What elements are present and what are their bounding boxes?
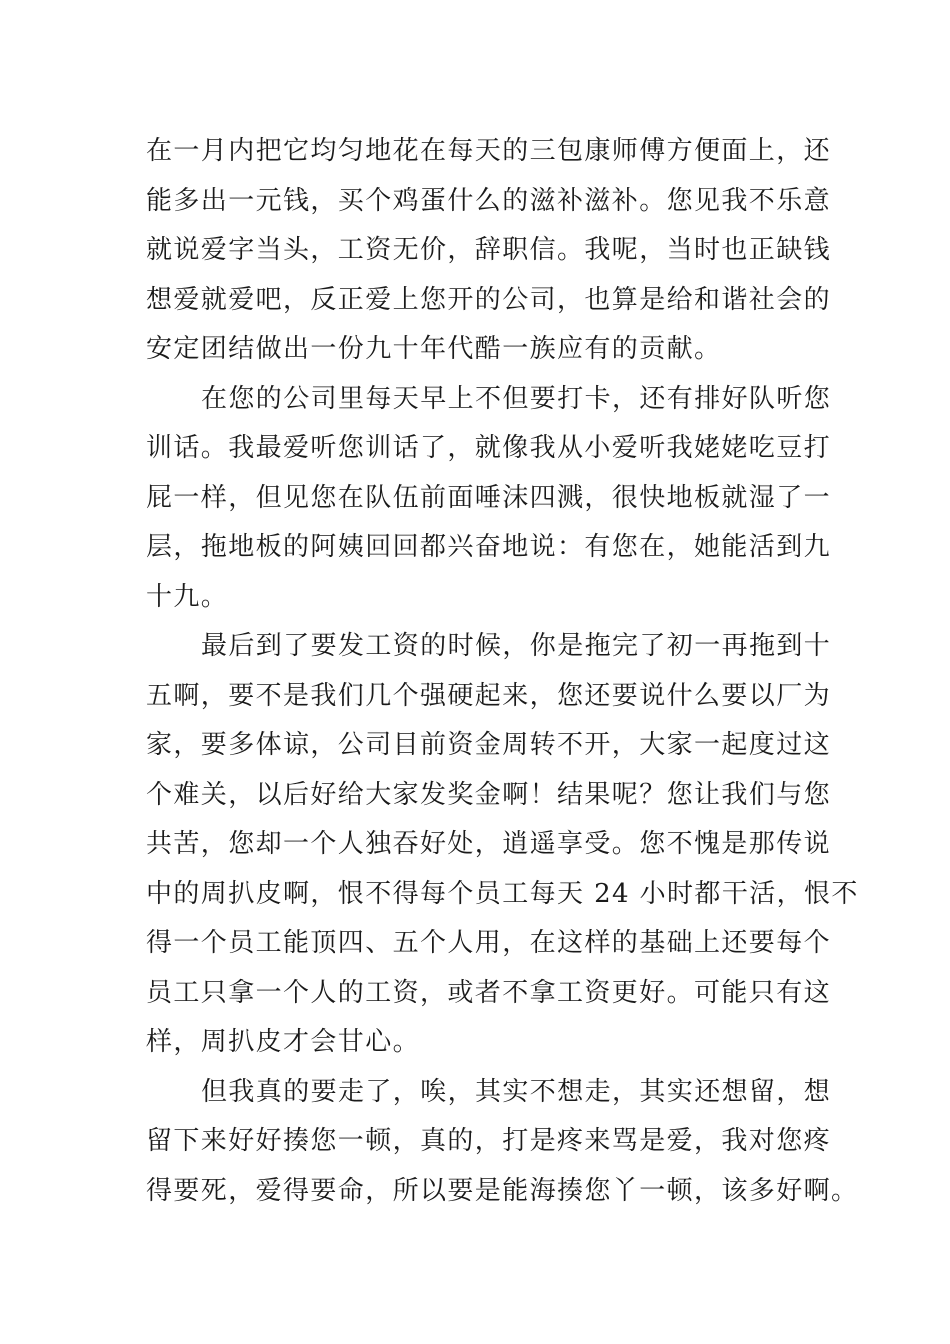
paragraph-4: [146, 1068, 859, 1217]
text-line: 个难关，以后好给大家发奖金啊！结果呢？您让我们与您: [146, 779, 832, 810]
text-line: 屁一样，但见您在队伍前面唾沫四溅，很快地板就湿了一: [146, 482, 832, 513]
text-line: 想爱就爱吧，反正爱上您开的公司，也算是给和谐社会的: [146, 284, 832, 315]
text-line: 在一月内把它均匀地花在每天的三包康师傅方便面上，还: [146, 136, 832, 166]
paragraph-1: [146, 127, 832, 375]
text-line: 员工只拿一个人的工资，或者不拿工资更好。可能只有这: [146, 977, 832, 1008]
text-line: 样，周扒皮才会甘心。: [146, 1027, 421, 1057]
text-line: 共苦，您却一个人独吞好处，逍遥享受。您不愧是那传说: [146, 829, 832, 859]
paragraph-3: [146, 622, 859, 1068]
document-body: [146, 127, 859, 1216]
text-line: 五啊，要不是我们几个强硬起来，您还要说什么要以厂为: [146, 680, 832, 711]
text-line: 训话。我最爱听您训话了，就像我从小爱听我姥姥吃豆打: [146, 433, 832, 463]
text-line: 能多出一元钱，买个鸡蛋什么的滋补滋补。您见我不乐意: [146, 185, 832, 216]
text-line: 层，拖地板的阿姨回回都兴奋地说：有您在，她能活到九: [146, 532, 832, 562]
text-line: 家，要多体谅，公司目前资金周转不开，大家一起度过这: [146, 730, 832, 760]
text-line: 但我真的要走了，唉，其实不想走，其实还想留，想: [201, 1076, 832, 1107]
text-line: 安定团结做出一份九十年代酷一族应有的贡献。: [146, 334, 722, 364]
text-line: 得一个员工能顶四、五个人用，在这样的基础上还要每个: [146, 928, 832, 958]
text-line: 留下来好好揍您一顿，真的，打是疼来骂是爱，我对您疼: [146, 1126, 832, 1156]
text-line: 得要死，爱得要命，所以要是能海揍您丫一顿，该多好啊。: [146, 1175, 859, 1206]
text-line: 十九。: [146, 581, 229, 612]
text-line: 最后到了要发工资的时候，你是拖完了初一再拖到十: [201, 631, 832, 661]
text-line: 就说爱字当头，工资无价，辞职信。我呢，当时也正缺钱: [146, 235, 832, 265]
paragraph-2: [146, 375, 832, 623]
text-line: 中的周扒皮啊，恨不得每个员工每天 24 小时都干活，恨不: [146, 878, 859, 909]
text-line: 在您的公司里每天早上不但要打卡，还有排好队听您: [201, 383, 832, 414]
